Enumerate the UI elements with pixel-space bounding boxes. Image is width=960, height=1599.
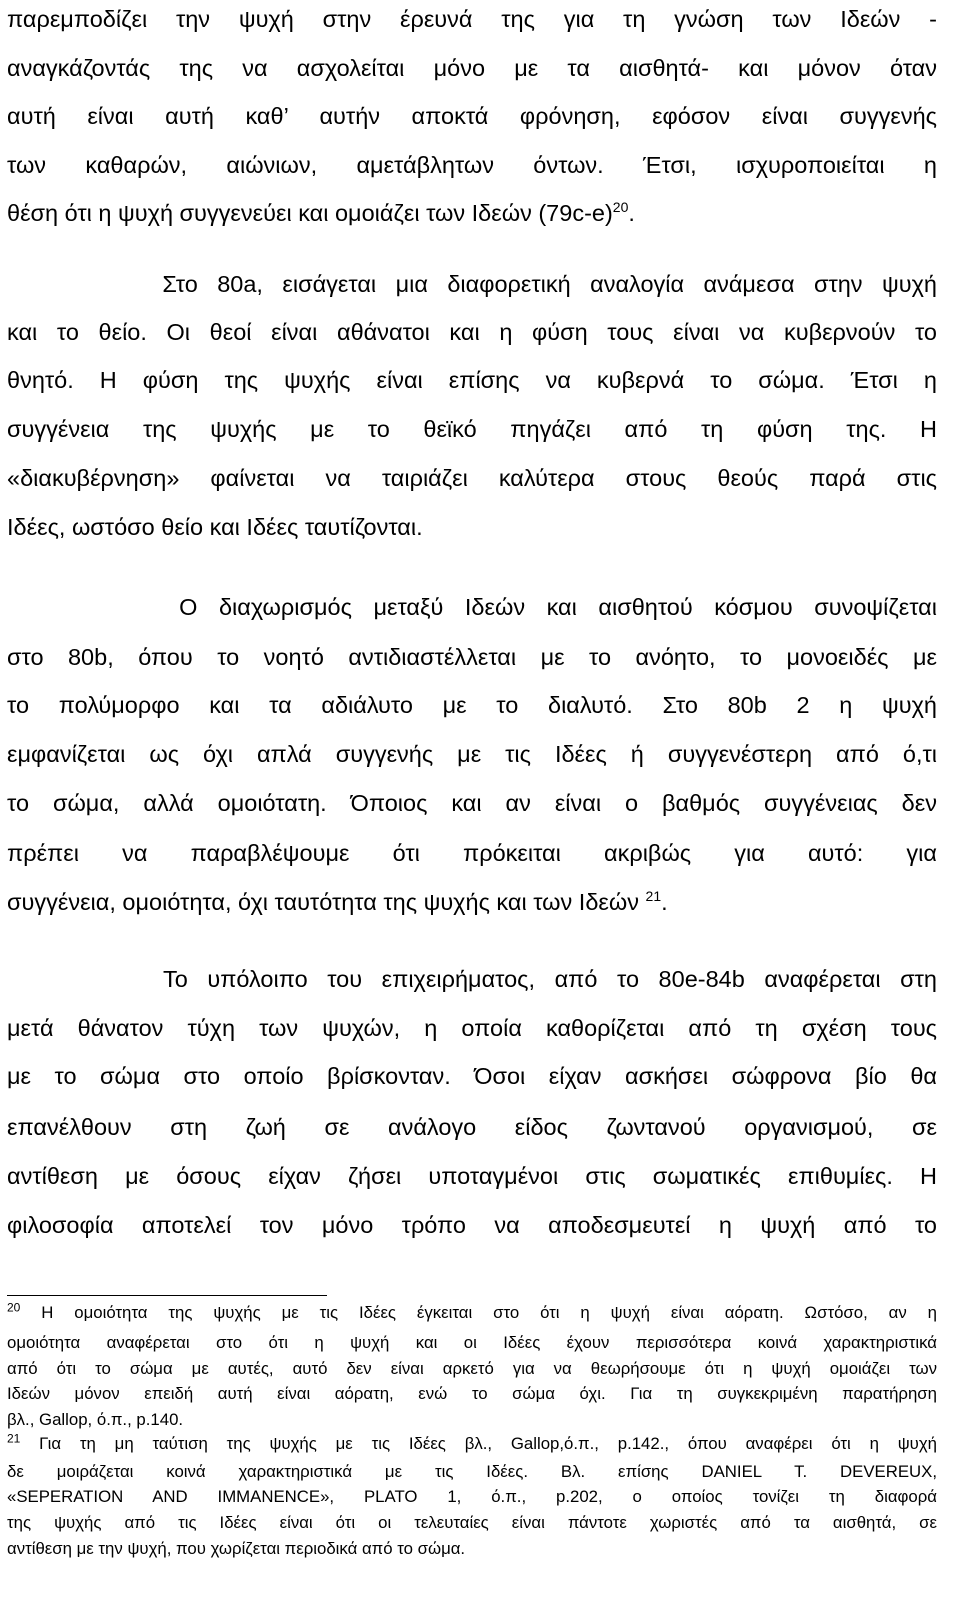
body-line: [7, 1061, 937, 1091]
body-line-text: επανέλθουν στη ζωή σε ανάλογο είδος ζωντανού οργανισμού, σε: [7, 1114, 937, 1140]
footnote-number: 20: [7, 1300, 21, 1315]
body-line-text: Ιδέες, ωστόσο θείο και Ιδέες ταυτίζονται.: [7, 514, 423, 540]
body-line-text: των καθαρών, αιώνιων, αμετάβλητων όντων. Έτσι, ισχυροποιείται η: [7, 152, 937, 178]
body-line-text: Ο διαχωρισμός μεταξύ Ιδεών και αισθητού κόσμου συνοψίζεται: [7, 594, 937, 620]
body-line-text: το σώμα, αλλά ομοιότατη. Όποιος και αν είναι ο βαθμός συγγένειας δεν: [7, 790, 937, 816]
body-line-text: και το θείο. Οι θεοί είναι αθάνατοι και η φύση τους είναι να κυβερνούν το: [7, 319, 937, 345]
footnote-line: [7, 1511, 937, 1535]
footnote-separator: [7, 1295, 327, 1296]
body-line-text: το πολύμορφο και τα αδιάλυτο με το διαλυτό. Στο 80b 2 η ψυχή: [7, 692, 937, 718]
body-line: [7, 964, 937, 994]
body-line: [7, 53, 937, 83]
body-line: [7, 642, 937, 672]
footnote-reference: 20: [612, 199, 629, 216]
body-line-tail: .: [628, 200, 635, 226]
footnote-number: 21: [7, 1431, 21, 1446]
footnote-line: [7, 1357, 937, 1381]
body-line-text: Στο 80a, εισάγεται μια διαφορετική αναλογία ανάμεσα στην ψυχή: [7, 271, 937, 297]
body-line: [7, 269, 937, 299]
footnote-text: Για τη μη ταύτιση της ψυχής με τις Ιδέες βλ., Gallop,ό.π., p.142., όπου αναφέρει ότι η ψυχή: [20, 1434, 937, 1453]
body-line-text: στο 80b, όπου το νοητό αντιδιαστέλλεται με το ανόητο, το μονοειδές με: [7, 644, 937, 670]
body-line: [7, 512, 937, 542]
body-line-text: μετά θάνατον τύχη των ψυχών, η οποία καθορίζεται από τη σχέση τους: [7, 1015, 937, 1041]
footnote-reference: 21: [645, 888, 662, 905]
body-line: [7, 1161, 937, 1191]
body-line: [7, 788, 937, 818]
footnote-line: [7, 1537, 937, 1561]
body-line-tail: .: [661, 889, 668, 915]
footnote-line: [7, 1331, 937, 1355]
body-line: [7, 739, 937, 769]
body-line: [7, 1013, 937, 1043]
body-line-text: εμφανίζεται ως όχι απλά συγγενής με τις Ιδέες ή συγγενέστερη από ό,τι: [7, 741, 937, 767]
body-line-text: συγγένεια, ομοιότητα, όχι ταυτότητα της ψυχής και των Ιδεών: [7, 889, 646, 915]
footnote-line: [7, 1382, 937, 1406]
body-line: [7, 887, 937, 917]
footnote-text: αντίθεση με την ψυχή, που χωρίζεται περιοδικά από το σώμα.: [7, 1539, 466, 1558]
footnote-text: της ψυχής από τις Ιδέες είναι ότι οι τελευταίες είναι πάντοτε χωριστές από τα αισθητά, σε: [7, 1513, 937, 1532]
body-line: [7, 592, 937, 622]
body-line: [7, 198, 937, 228]
footnote-line: [7, 1460, 937, 1484]
body-line-text: πρέπει να παραβλέψουμε ότι πρόκειται ακριβώς για αυτό: για: [7, 840, 937, 866]
footnote-text: Η ομοιότητα της ψυχής με τις Ιδέες έγκειται στο ότι η ψυχή είναι αόρατη. Ωστόσο, αν η: [20, 1303, 937, 1322]
body-line-text: θέση ότι η ψυχή συγγενεύει και ομοιάζει των Ιδεών (79c-e): [7, 200, 613, 226]
footnote-line: [7, 1432, 937, 1456]
footnote-text: ομοιότητα αναφέρεται στο ότι η ψυχή και οι Ιδέες έχουν περισσότερα κοινά χαρακτηριστικά: [7, 1333, 937, 1352]
body-line: [7, 838, 937, 868]
body-line-text: φιλοσοφία αποτελεί τον μόνο τρόπο να αποδεσμευτεί η ψυχή από το: [7, 1212, 937, 1238]
body-line-text: αυτή είναι αυτή καθ’ αυτήν αποκτά φρόνηση, εφόσον είναι συγγενής: [7, 103, 937, 129]
footnote-text: Ιδεών μόνον επειδή αυτή είναι αόρατη, ενώ το σώμα όχι. Για τη συγκεκριμένη παρατήρηση: [7, 1384, 937, 1403]
footnote-text: από ότι το σώμα με αυτές, αυτό δεν είναι αρκετό για να θεωρήσουμε ότι η ψυχή ομοιάζει των: [7, 1359, 937, 1378]
body-line: [7, 690, 937, 720]
body-line-text: αντίθεση με όσους είχαν ζήσει υποταγμένοι στις σωματικές επιθυμίες. Η: [7, 1163, 937, 1189]
body-line-text: παρεμποδίζει την ψυχή στην έρευνά της για τη γνώση των Ιδεών -: [7, 6, 937, 32]
body-line: [7, 414, 937, 444]
footnote-text: δε μοιράζεται κοινά χαρακτηριστικά με τις Ιδέες. Βλ. επίσης DANIEL T. DEVEREUX,: [7, 1462, 937, 1481]
body-line: [7, 101, 937, 131]
footnote-line: [7, 1301, 937, 1325]
footnote-line: [7, 1408, 937, 1432]
footnote-line: [7, 1485, 937, 1509]
body-line: [7, 4, 937, 34]
body-line-text: συγγένεια της ψυχής με το θεϊκό πηγάζει από τη φύση της. Η: [7, 416, 937, 442]
body-line: [7, 365, 937, 395]
body-line: [7, 317, 937, 347]
body-line-text: Το υπόλοιπο του επιχειρήματος, από το 80e-84b αναφέρεται στη: [7, 966, 937, 992]
body-line: [7, 150, 937, 180]
footnote-text: «SEPERATION AND IMMANENCE», PLATO 1, ό.π., p.202, ο οποίος τονίζει τη διαφορά: [7, 1487, 937, 1506]
body-line: [7, 1112, 937, 1142]
body-line: [7, 463, 937, 493]
body-line-text: «διακυβέρνηση» φαίνεται να ταιριάζει καλύτερα στους θεούς παρά στις: [7, 465, 937, 491]
body-line-text: με το σώμα στο οποίο βρίσκονταν. Όσοι είχαν ασκήσει σώφρονα βίο θα: [7, 1063, 937, 1089]
body-line: [7, 1210, 937, 1240]
body-line-text: αναγκάζοντάς της να ασχολείται μόνο με τα αισθητά- και μόνον όταν: [7, 55, 937, 81]
footnote-text: βλ., Gallop, ό.π., p.140.: [7, 1410, 184, 1429]
body-line-text: θνητό. Η φύση της ψυχής είναι επίσης να κυβερνά το σώμα. Έτσι η: [7, 367, 937, 393]
